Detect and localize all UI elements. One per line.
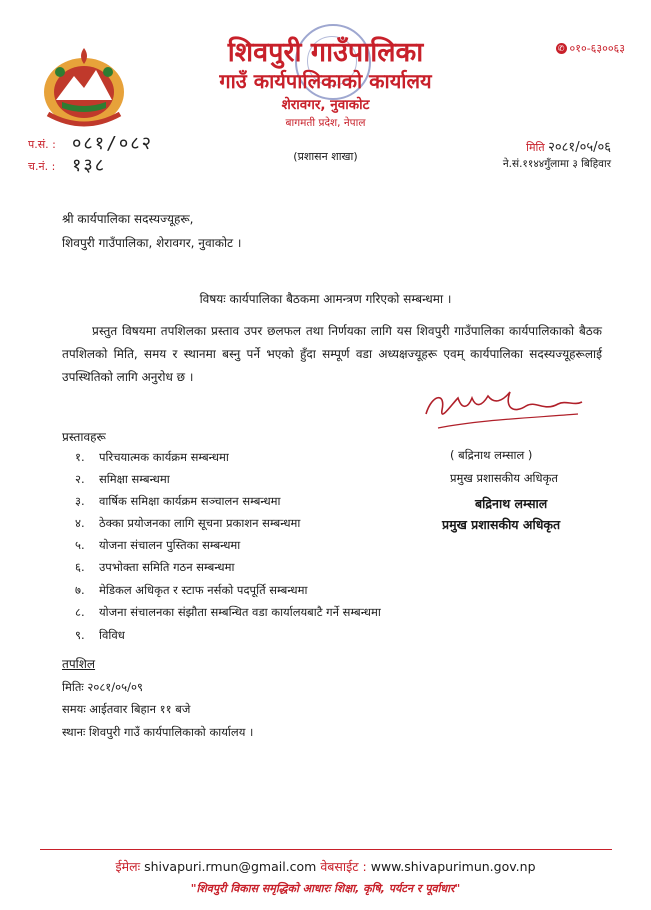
website-label: वेबसाईट :: [320, 859, 367, 874]
cn-label: च.नं. :: [28, 160, 56, 173]
list-item: १. परिचयात्मक कार्यक्रम सम्बन्धमा: [75, 450, 229, 464]
list-item: २. समिक्षा सम्बन्धमा: [75, 472, 170, 486]
letter-subject: विषयः कार्यपालिका बैठकमा आमन्त्रण गरिएको सम्बन्धमा ।: [199, 292, 452, 306]
list-item: ५. योजना संचालन पुस्तिका सम्बन्धमा: [75, 538, 241, 552]
footer-contact: [0, 858, 651, 875]
signatory-name-stamp: बद्रिनाथ लम्साल: [475, 496, 548, 511]
ps-label: प.सं. :: [28, 138, 56, 151]
ps-value: ०८१/०८२: [72, 133, 153, 154]
province-line: बागमती प्रदेश, नेपाल: [285, 117, 366, 129]
date-value: २०८१/०५/०६: [548, 140, 611, 155]
office-address: शेरावगर, नुवाकोट: [281, 97, 370, 113]
list-item: ८. योजना संचालनका संझौता सम्बन्धित वडा कार्यालयबाटै गर्ने सम्बन्धमा: [75, 605, 381, 619]
cn-value: १३८: [72, 155, 107, 176]
list-item: ७. मेडिकल अधिकृत र स्टाफ नर्सको पदपूर्ति सम्बन्धमा: [75, 583, 308, 597]
signatory-name-paren: ( बद्रिनाथ लम्साल ): [450, 448, 533, 462]
municipality-name: शिवपुरी गाउँपालिका: [227, 37, 424, 68]
handwritten-signature: [418, 384, 588, 434]
signatory-title-stamp: प्रमुख प्रशासकीय अधिकृत: [442, 517, 561, 532]
list-item: ३. वार्षिक समिक्षा कार्यक्रम सञ्चालन सम्बन्धमा: [75, 494, 281, 508]
footer-divider: [40, 849, 612, 850]
section-name: (प्रशासन शाखा): [293, 150, 358, 163]
phone-icon: ✆: [556, 43, 567, 54]
date-line: [526, 137, 611, 155]
meeting-time: समयः आईतवार बिहान ११ बजे: [62, 702, 191, 716]
list-item: ६. उपभोक्ता समिति गठन सम्बन्धमा: [75, 560, 235, 574]
phone-number: ०१०-६३००६३: [569, 42, 625, 55]
signatory-title: प्रमुख प्रशासकीय अधिकृत: [450, 471, 558, 485]
recipient-line-2: शिवपुरी गाउँपालिका, शेरावगर, नुवाकोट ।: [62, 236, 242, 250]
date-label: मिति: [526, 141, 545, 154]
details-heading: तपशिल: [62, 657, 96, 671]
nepal-samvat-date: ने.सं.११४४गुँलामा ३ बिहिवार: [502, 158, 611, 170]
list-item: ९. विविध: [75, 628, 125, 642]
meeting-date: मितिः २०८१/०५/०९: [62, 680, 143, 694]
letter-body: प्रस्तुत विषयमा तपशिलका प्रस्ताव उपर छलफल तथा निर्णयका लागि यस शिवपुरी गाउँपालिका कार्यपालिकाको बैठक तपशिलको मिति, समय र स्थानमा बस्नु पर्ने भएको हुँदा सम्पूर्ण वडा अध्यक्षज्यूहरू एवम् कार्यपालिका सदस्यज्यूहरूलाई उपस्थितिको लागि अनुरोध छ ।: [62, 324, 602, 384]
list-item: ४. ठेक्का प्रयोजनका लागि सूचना प्रकाशन सम्बन्धमा: [75, 516, 301, 530]
office-name: गाउँ कार्यपालिकाको कार्यालय: [219, 69, 432, 93]
footer-slogan: "शिवपुरी विकास समृद्धिको आधारः शिक्षा, कृषि, पर्यटन र पूर्वाधार": [190, 882, 461, 895]
website-url: www.shivapurimun.gov.np: [370, 859, 536, 874]
email-address: shivapuri.rmun@gmail.com: [144, 859, 317, 874]
meeting-place: स्थानः शिवपुरी गाउँ कार्यपालिकाको कार्यालय ।: [62, 725, 254, 739]
phone-contact: [556, 41, 625, 56]
proposals-heading: प्रस्तावहरू: [62, 430, 106, 444]
email-label: ईमेलः: [115, 859, 141, 874]
recipient-line-1: श्री कार्यपालिका सदस्यज्यूहरू,: [62, 212, 194, 226]
